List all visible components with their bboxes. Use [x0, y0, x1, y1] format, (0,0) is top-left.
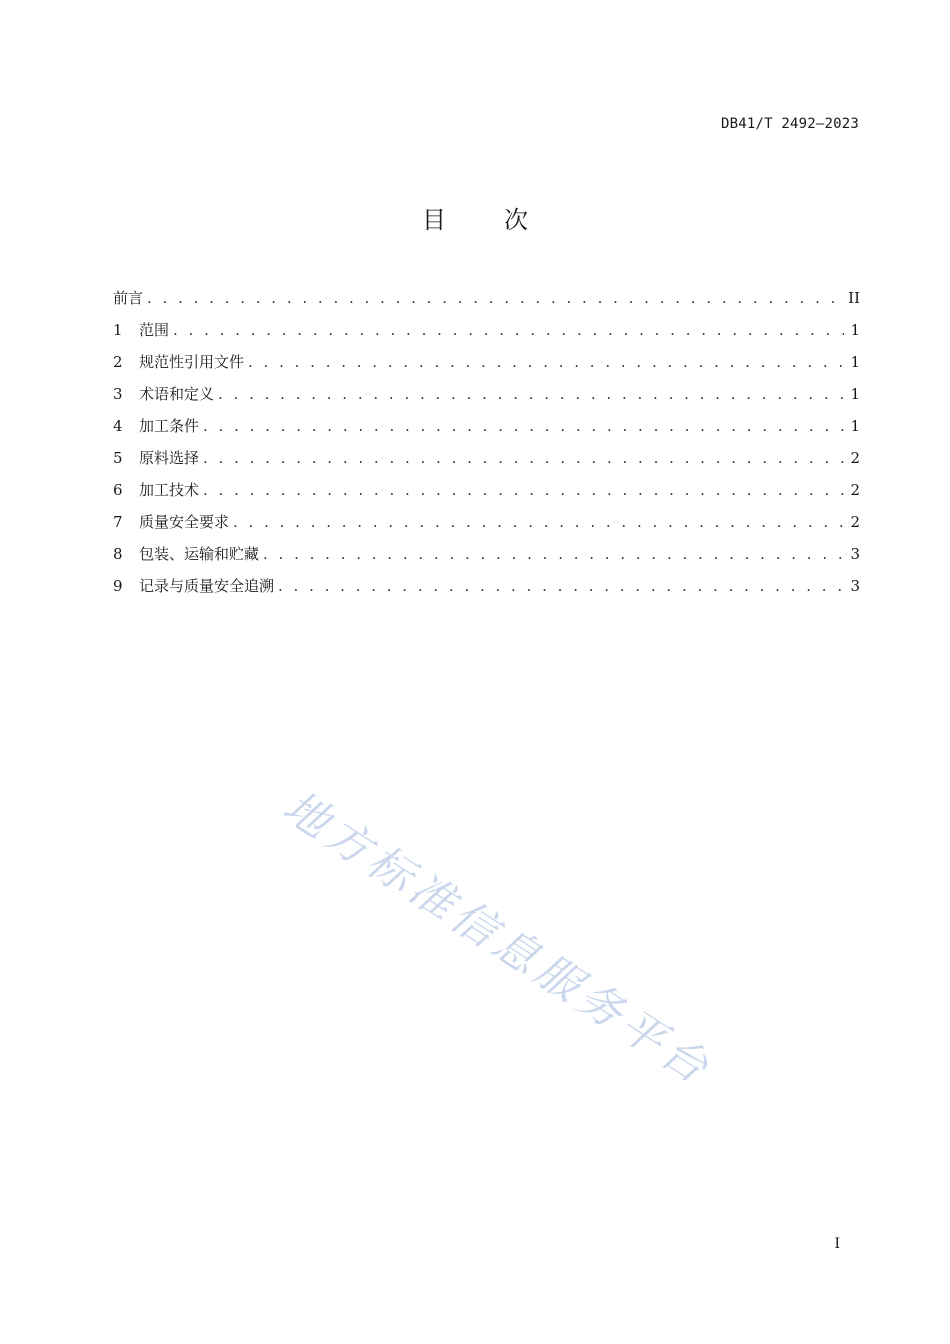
document-code: DB41/T 2492—2023 [720, 116, 859, 132]
toc-entry-label: 记录与质量安全追溯 [139, 577, 275, 595]
toc-entry-number: 6 [113, 481, 123, 499]
toc-entry-label: 范围 [139, 321, 170, 339]
toc-entry-label: 包装、运输和贮藏 [139, 545, 260, 563]
toc-entry-label: 原料选择 [139, 449, 200, 467]
toc-entry-number: 8 [113, 545, 123, 563]
toc-entry-number: 7 [113, 513, 123, 531]
watermark: 地方标准信息服务平台 [273, 781, 722, 1097]
toc-entry-number: 9 [113, 577, 123, 595]
toc-title [0, 200, 950, 235]
toc-leader-dots [147, 287, 842, 309]
toc-title-char-2: 次 [504, 206, 528, 234]
toc-title-char-1: 目 [422, 206, 446, 234]
toc-entry-label: 术语和定义 [139, 385, 215, 403]
toc-leader-dots [218, 383, 844, 405]
toc-leader-dots [248, 351, 844, 373]
toc-entry-page: 2 [850, 481, 860, 499]
toc-entry-number: 2 [113, 353, 123, 371]
toc-entry-label: 加工条件 [139, 417, 200, 435]
toc-entry-4[interactable] [113, 415, 860, 447]
toc-entry-page: 1 [850, 417, 860, 435]
toc-entry-page: II [848, 289, 860, 307]
toc-leader-dots [233, 511, 844, 533]
toc-entry-label: 前言 [113, 289, 144, 307]
toc-entry-page: 2 [850, 513, 860, 531]
toc-entry-3[interactable] [113, 383, 860, 415]
toc-entry-page: 3 [850, 545, 860, 563]
toc-entry-7[interactable] [113, 511, 860, 543]
toc-entry-number: 5 [113, 449, 123, 467]
toc-leader-dots [203, 447, 844, 469]
toc-entry-label: 加工技术 [139, 481, 200, 499]
toc-entry-page: 2 [850, 449, 860, 467]
toc-entry-page: 1 [850, 321, 860, 339]
toc-entry-page: 1 [850, 353, 860, 371]
table-of-contents [113, 287, 860, 607]
toc-entry-number: 4 [113, 417, 123, 435]
toc-entry-page: 1 [850, 385, 860, 403]
toc-entry-6[interactable] [113, 479, 860, 511]
toc-leader-dots [278, 575, 844, 597]
toc-entry-1[interactable] [113, 319, 860, 351]
toc-entry-label: 质量安全要求 [139, 513, 230, 531]
toc-leader-dots [203, 415, 844, 437]
toc-leader-dots [263, 543, 844, 565]
toc-entry-2[interactable] [113, 351, 860, 383]
toc-entry-number: 1 [113, 321, 123, 339]
toc-entry-label: 规范性引用文件 [139, 353, 245, 371]
toc-entry-foreword[interactable] [113, 287, 860, 319]
toc-entry-5[interactable] [113, 447, 860, 479]
toc-entry-page: 3 [850, 577, 860, 595]
toc-leader-dots [203, 479, 844, 501]
toc-entry-number: 3 [113, 385, 123, 403]
page-number: I [834, 1236, 840, 1252]
toc-entry-9[interactable] [113, 575, 860, 607]
toc-entry-8[interactable] [113, 543, 860, 575]
toc-leader-dots [173, 319, 844, 341]
